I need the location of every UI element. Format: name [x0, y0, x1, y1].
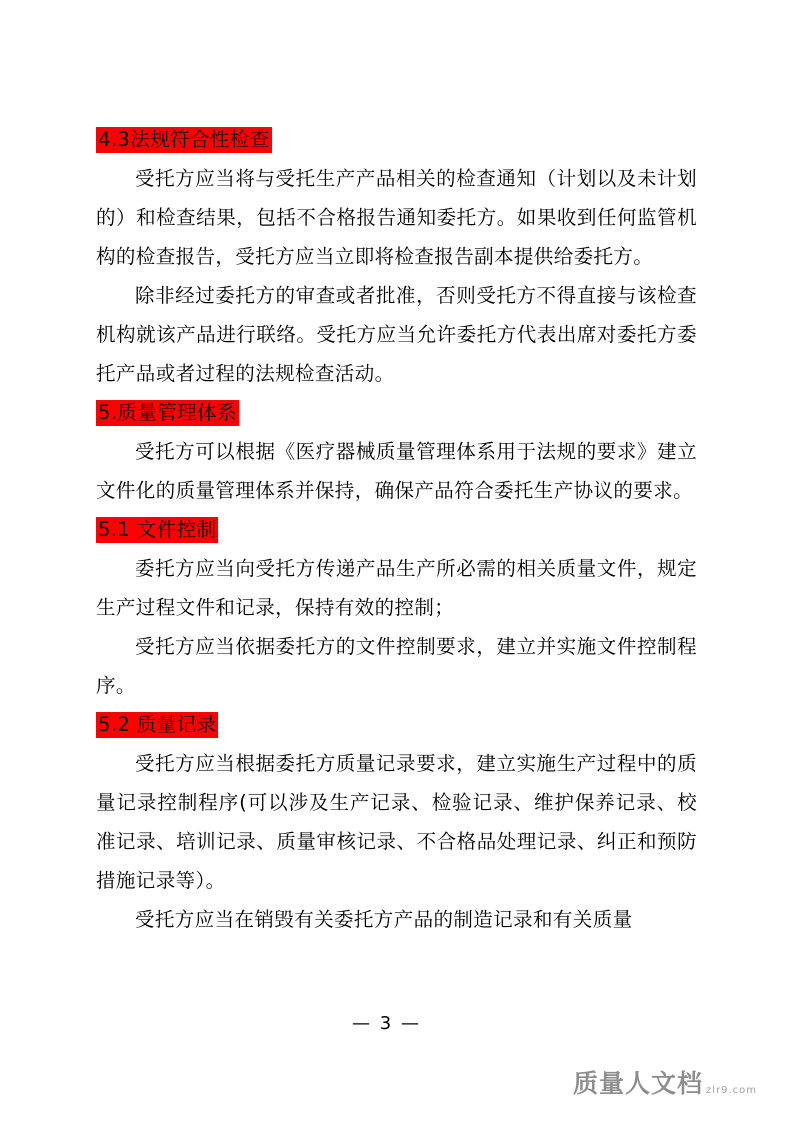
document-body: [96, 120, 697, 939]
section-heading-5: [96, 393, 697, 432]
paragraph: 除非经过委托方的审查或者批准，否则受托方不得直接与该检查机构就该产品进行联络。受托方应当允许委托方代表出席对委托方委托产品或者过程的法规检查活动。: [96, 284, 697, 385]
watermark: [573, 1064, 757, 1100]
highlighted-heading-text: 4.3法规符合性检查: [98, 128, 270, 151]
paragraph: 受托方应当将与受托生产产品相关的检查通知（计划以及未计划的）和检查结果，包括不合格报告通知委托方。如果收到任何监管机构的检查报告，受托方应当立即将检查报告副本提供给委托方。: [96, 167, 697, 268]
paragraph: 受托方应当依据委托方的文件控制要求，建立并实施文件控制程序。: [96, 635, 697, 697]
paragraph: 委托方应当向受托方传递产品生产所必需的相关质量文件，规定生产过程文件和记录，保持有效的控制；: [96, 557, 697, 619]
highlighted-heading-text: 5.质量管理体系: [98, 401, 237, 424]
paragraph: 受托方可以根据《医疗器械质量管理体系用于法规的要求》建立文件化的质量管理体系并保持，确保产品符合委托生产协议的要求。: [96, 440, 697, 502]
watermark-sub-text: zlr9.com: [705, 1085, 757, 1096]
section-heading-4-3: [96, 120, 697, 159]
section-heading-5-1: [96, 510, 697, 549]
highlighted-heading-text: 5.2 质量记录: [98, 713, 217, 736]
watermark-text: 质量人文档: [572, 1069, 703, 1098]
page-number: — 3 —: [352, 1013, 421, 1034]
highlighted-heading-text: 5.1 文件控制: [98, 518, 217, 541]
paragraph: 受托方应当根据委托方质量记录要求，建立实施生产过程中的质量记录控制程序(可以涉及生产记录、检验记录、维护保养记录、校准记录、培训记录、质量审核记录、不合格品处理记录、纠正和预防措施记录等）。: [96, 752, 697, 892]
section-heading-5-2: [96, 705, 697, 744]
paragraph: 受托方应当在销毁有关委托方产品的制造记录和有关质量: [135, 908, 633, 931]
